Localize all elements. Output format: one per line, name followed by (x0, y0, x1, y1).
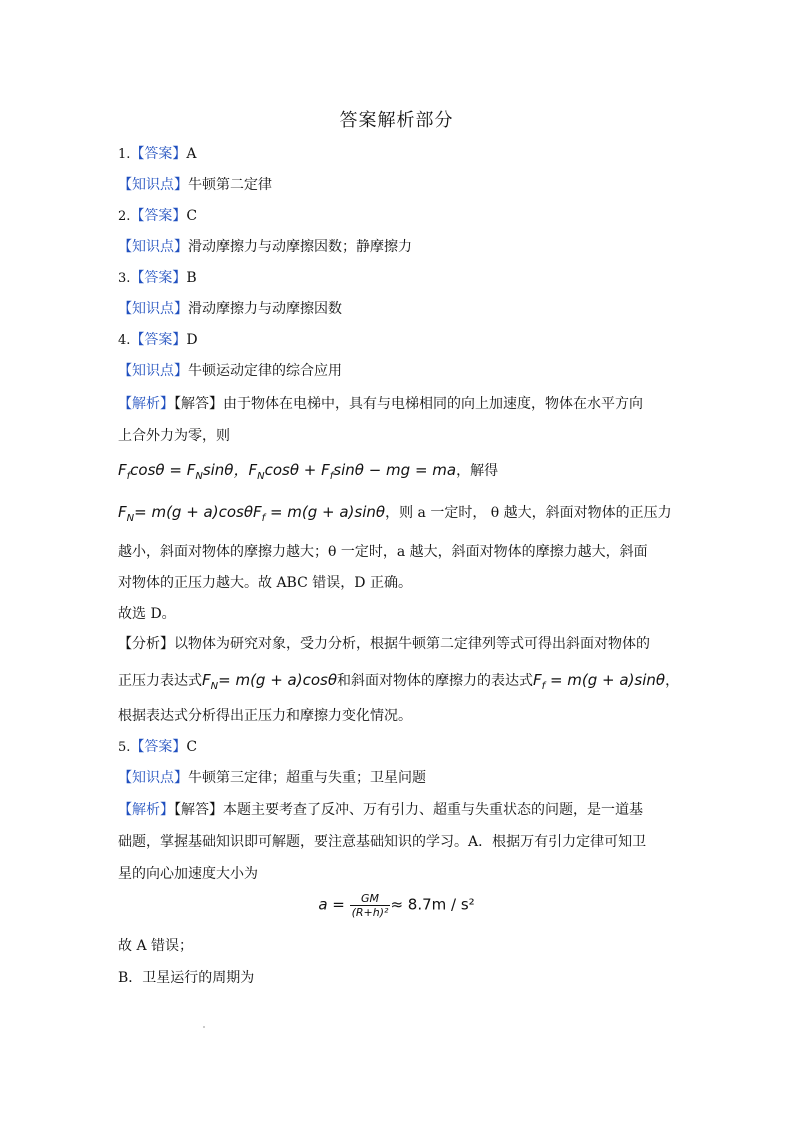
q4-fenxi-line-2 (118, 670, 678, 697)
knowledge-tag: 【知识点】 (118, 301, 188, 317)
q5-knowledge: 牛顿第三定律；超重与失重；卫星问题 (188, 770, 426, 786)
formula-unit: m / s² (431, 895, 475, 914)
q4-fenxi-text-1: 以物体为研究对象，受力分析，根据牛顿第二定律列等式可得出斜面对物体的 (174, 636, 650, 652)
q4-fenxi-text-2b: 和斜面对物体的摩擦力的表达式 (337, 673, 534, 689)
q4-equation-2 (118, 502, 678, 529)
q3-knowledge-line (118, 299, 678, 319)
q4-jiexi-line-1 (118, 394, 678, 414)
answer-tag: 【答案】 (130, 739, 187, 755)
q1-answer: A (186, 146, 197, 162)
formula-lhs: a = (318, 895, 350, 914)
q4-jiexi-line-2: 上合外力为零，则 (118, 428, 230, 444)
q4-fenxi-line-1 (118, 634, 678, 654)
q1-number: 1. (118, 147, 131, 162)
equation-force-balance: $F_f\cos\theta = F_N\sin\theta$，$F_N\cos\theta + F_f\sin\theta$ − mg = ma (118, 461, 457, 482)
q4-jiexi-line-4: 对物体的正压力越大。故 ABC 错误，D 正确。 (118, 575, 412, 591)
page-speck (203, 1026, 205, 1028)
jiexi-tag: 【解析】 (118, 802, 174, 818)
q5-jiexi-line-1 (118, 800, 678, 820)
formula-fraction: $\frac{GM}{\text{(R+h)²}}$ (351, 892, 389, 919)
q5-knowledge-line (118, 768, 678, 788)
q2-answer-line (118, 206, 678, 227)
q4-answer-line (118, 330, 678, 351)
q5-jiexi-line-3: 星的向心加速度大小为 (118, 866, 258, 882)
q4-fenxi-line-3: 根据表达式分析得出正压力和摩擦力变化情况。 (118, 708, 412, 724)
knowledge-tag: 【知识点】 (118, 363, 188, 379)
q5-acceleration-formula (0, 892, 793, 919)
q1-knowledge-line (118, 175, 678, 195)
q3-number: 3. (118, 271, 131, 286)
q5-jiexi-line-5: B．卫星运行的周期为 (118, 970, 255, 986)
jiexi-tag: 【解析】 (118, 396, 174, 412)
answer-tag: 【答案】 (130, 332, 187, 348)
q4-knowledge: 牛顿运动定律的综合应用 (188, 363, 342, 379)
q2-knowledge: 滑动摩擦力与动摩擦因数；静摩擦力 (188, 239, 412, 255)
q4-conclusion: 故选 D。 (118, 606, 176, 622)
q5-number: 5. (118, 740, 131, 755)
q5-jiexi-line-2: 础题，掌握基础知识即可解题，要注意基础知识的学习。A．根据万有引力定律可知卫 (118, 834, 647, 850)
q2-answer: C (186, 208, 198, 224)
q4-eq1-suffix: ，解得 (456, 463, 499, 479)
q5-jiexi-line-4: 故 A 错误； (118, 938, 194, 954)
equation-normal-friction: $F_N= m(g + a)\cos\theta F_f = m(g + a)\sin\theta$ (118, 503, 386, 524)
q3-answer: B (186, 270, 197, 286)
answer-tag: 【答案】 (130, 270, 187, 286)
answer-tag: 【答案】 (130, 146, 187, 162)
knowledge-tag: 【知识点】 (118, 770, 188, 786)
q4-jiexi-text-1: 由于物体在电梯中，具有与电梯相同的向上加速度，物体在水平方向 (223, 396, 643, 412)
knowledge-tag: 【知识点】 (118, 239, 188, 255)
equation-normal-force: $F_N= m(g + a)\cos\theta$ (202, 671, 338, 692)
answer-tag: 【答案】 (130, 208, 187, 224)
q4-equation-1 (118, 460, 678, 487)
q4-jiexi-line-3: 越小，斜面对物体的摩擦力越大；θ 一定时，a 越大，斜面对物体的摩擦力越大，斜面 (118, 544, 648, 560)
q4-knowledge-line (118, 361, 678, 381)
q4-fenxi-text-2c: ， (665, 673, 680, 689)
q1-knowledge: 牛顿第二定律 (188, 177, 272, 193)
knowledge-tag: 【知识点】 (118, 177, 188, 193)
equation-friction-force: $F_f = m(g + a)\sin\theta$ (533, 671, 666, 692)
q2-number: 2. (118, 209, 131, 224)
jieda-tag: 【解答】 (174, 802, 223, 818)
q4-fenxi-text-2a: 正压力表达式 (118, 673, 202, 689)
q1-answer-line (118, 144, 678, 165)
jieda-tag: 【解答】 (174, 396, 223, 412)
q2-knowledge-line (118, 237, 678, 257)
q5-answer: C (186, 739, 198, 755)
fenxi-tag: 【分析】 (118, 636, 174, 652)
q3-knowledge: 滑动摩擦力与动摩擦因数 (188, 301, 342, 317)
formula-value: ≈ 8.7 (390, 895, 432, 914)
q3-answer-line (118, 268, 678, 289)
q4-answer: D (186, 332, 198, 348)
q4-number: 4. (118, 333, 131, 348)
q5-answer-line (118, 737, 678, 758)
q5-jiexi-text-1: 本题主要考查了反冲、万有引力、超重与失重状态的问题，是一道基 (223, 802, 643, 818)
q4-eq2-suffix: ，则 a 一定时， θ 越大，斜面对物体的正压力 (385, 505, 672, 521)
page-title: 答案解析部分 (339, 110, 454, 131)
